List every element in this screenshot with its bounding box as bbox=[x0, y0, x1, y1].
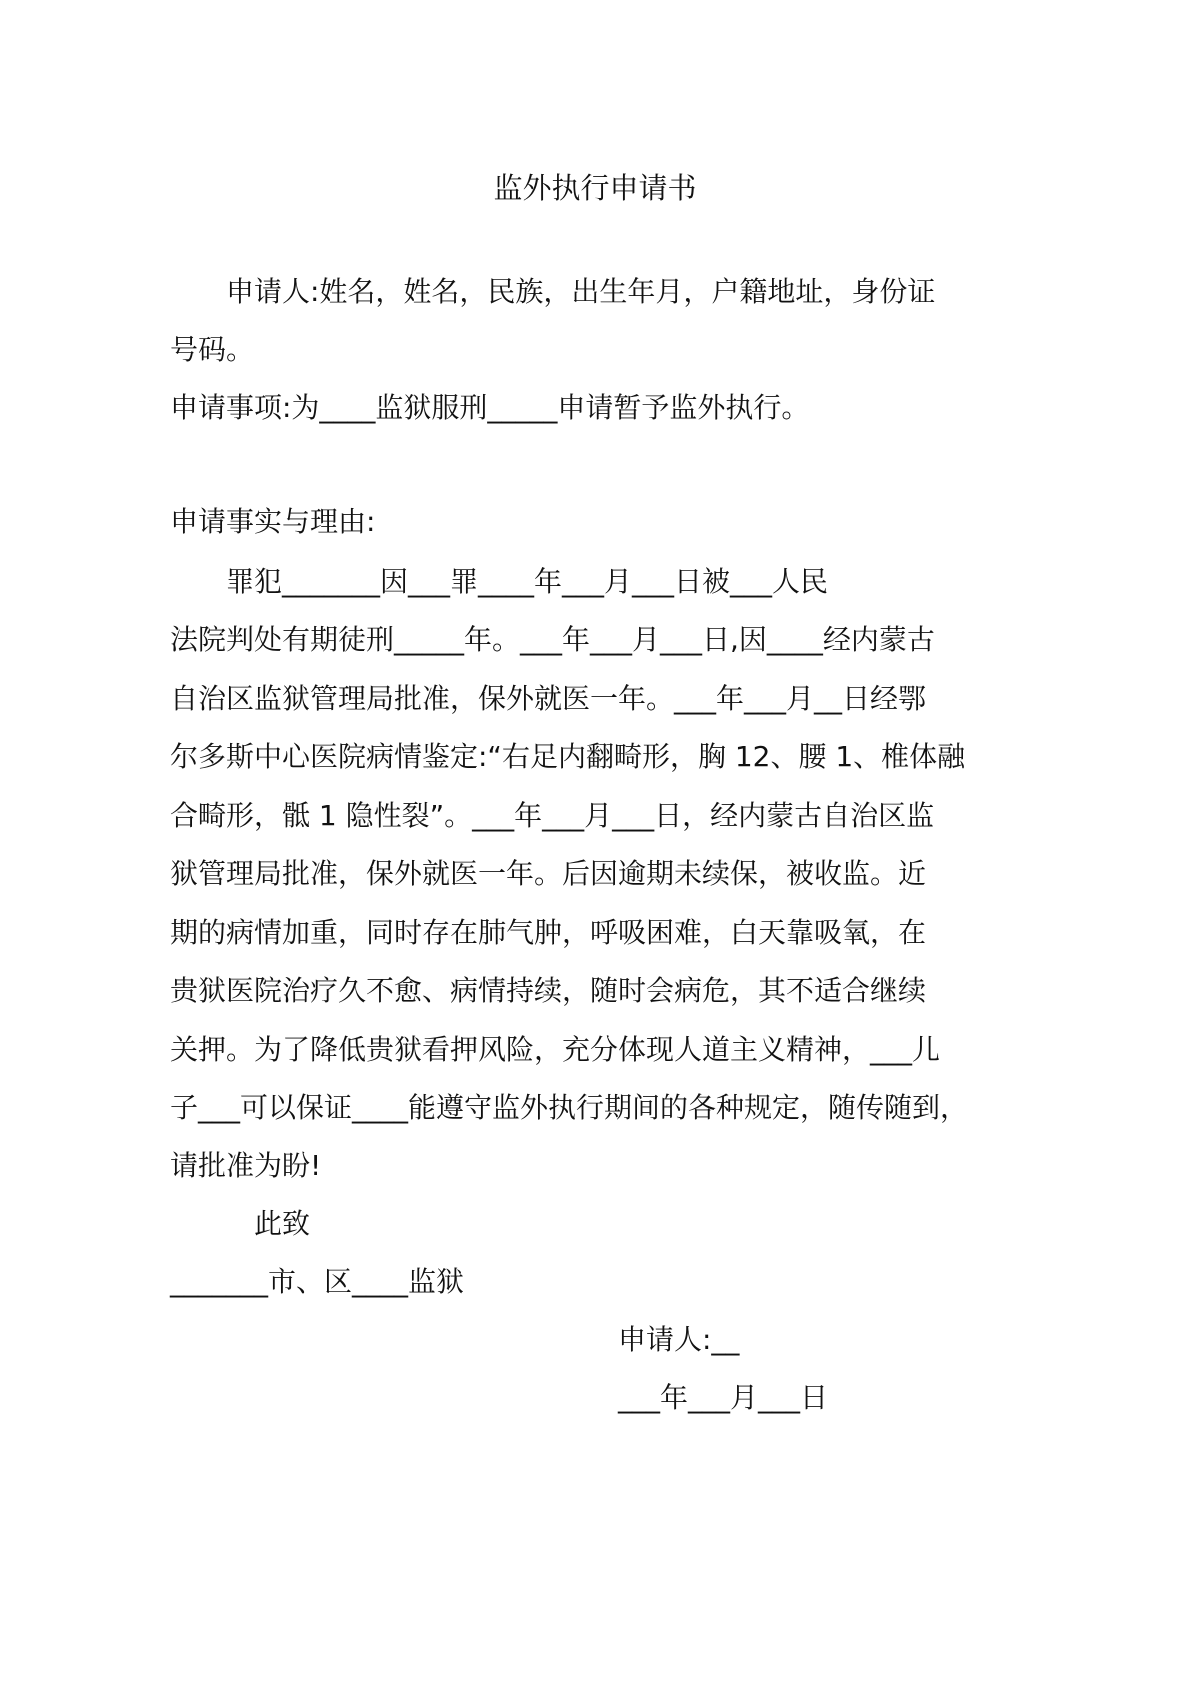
facts-line-8: 贵狱医院治疗久不愈、病情持续，随时会病危，其不适合继续 bbox=[170, 974, 927, 1007]
facts-line-6: 狱管理局批准，保外就医一年。后因逾期未续保，被收监。近 bbox=[170, 857, 927, 890]
date: ___年___月___日 bbox=[618, 1381, 829, 1414]
salutation: 此致 bbox=[254, 1207, 311, 1240]
facts-line-5: 合畸形，骶 1 隐性裂”。___年___月___日，经内蒙古自治区监 bbox=[170, 799, 935, 832]
facts-line-10: 子___可以保证____能遵守监外执行期间的各种规定，随传随到， bbox=[170, 1091, 969, 1124]
facts-line-4: 尔多斯中心医院病情鉴定:“右足内翻畸形，胸 12、腰 1、椎体融 bbox=[170, 740, 966, 773]
applicant-line-1: 申请人:姓名，姓名，民族，出生年月，户籍地址，身份证 bbox=[226, 275, 936, 308]
recipient: _______市、区____监狱 bbox=[170, 1265, 465, 1298]
document-title: 监外执行申请书 bbox=[493, 171, 697, 205]
facts-line-1: 罪犯_______因___罪____年___月___日被___人民 bbox=[226, 565, 829, 598]
facts-line-2: 法院判处有期徒刑_____年。___年___月___日,因____经内蒙古 bbox=[170, 623, 935, 656]
applicant-line-2: 号码。 bbox=[170, 333, 255, 366]
application-item: 申请事项:为____监狱服刑_____申请暂予监外执行。 bbox=[170, 391, 810, 424]
signature: 申请人:__ bbox=[618, 1323, 740, 1356]
facts-line-11: 请批准为盼! bbox=[170, 1149, 322, 1182]
facts-line-3: 自治区监狱管理局批准，保外就医一年。___年___月__日经鄂 bbox=[170, 682, 927, 715]
facts-line-7: 期的病情加重，同时存在肺气肿，呼吸困难，白天靠吸氧，在 bbox=[170, 916, 927, 949]
facts-line-9: 关押。为了降低贵狱看押风险，充分体现人道主义精神，___儿 bbox=[170, 1033, 941, 1066]
facts-heading: 申请事实与理由: bbox=[170, 505, 376, 538]
